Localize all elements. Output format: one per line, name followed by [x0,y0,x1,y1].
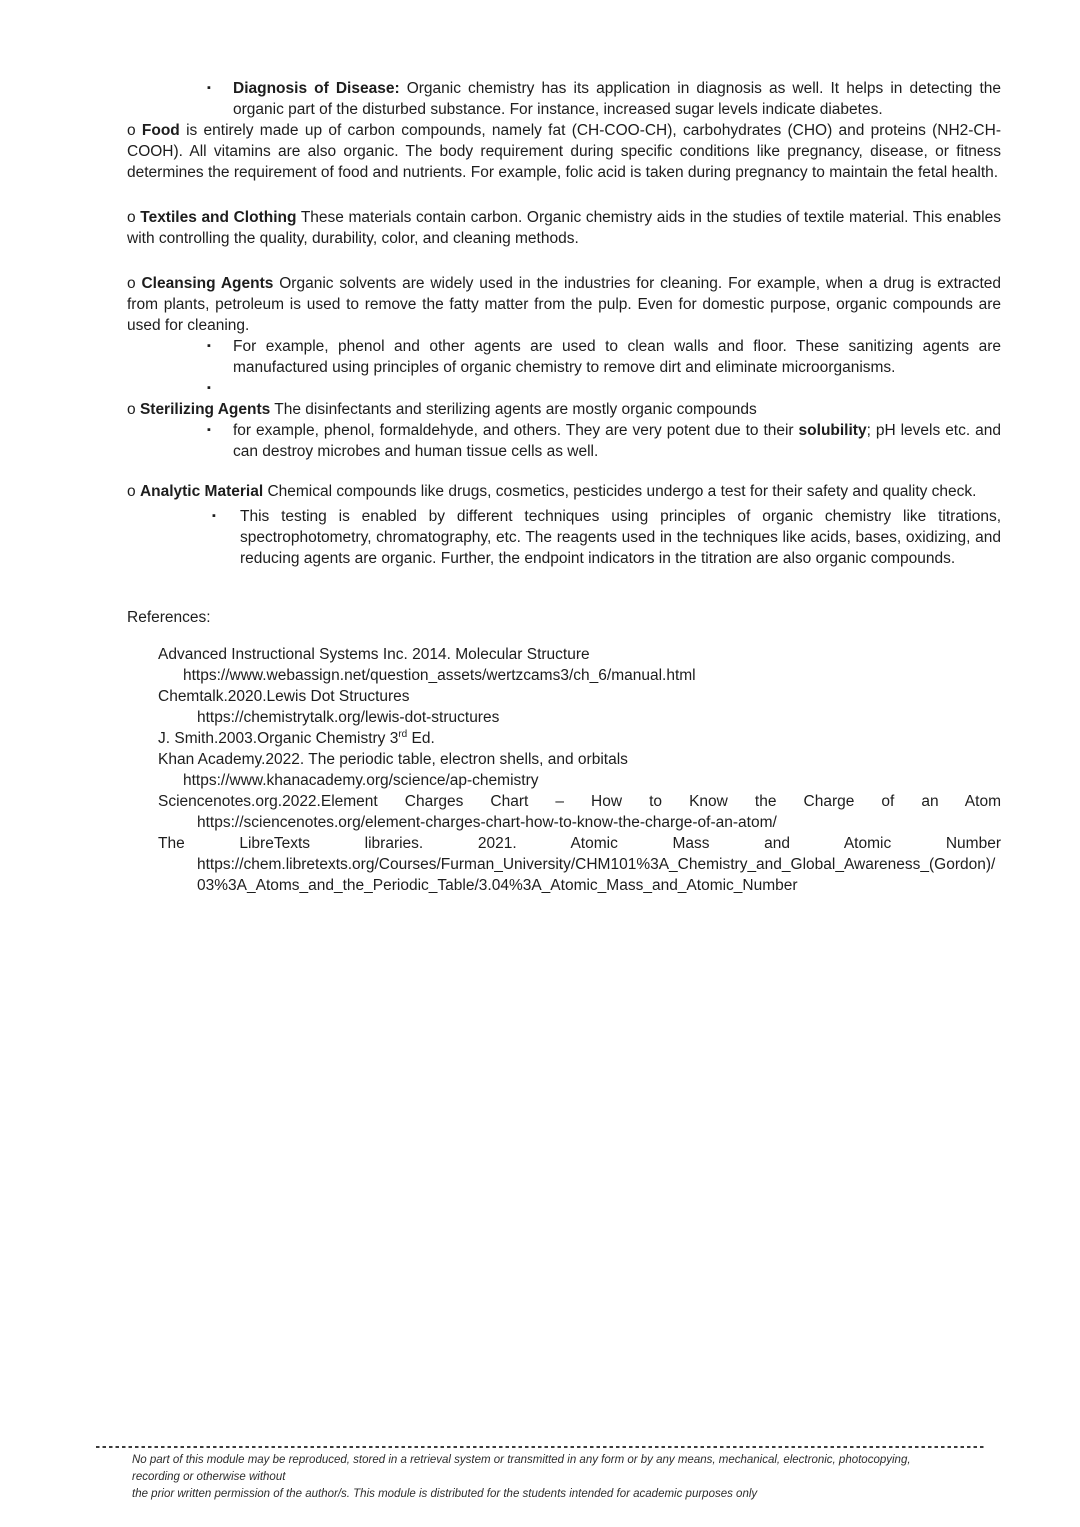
section-food-title: Food [141,122,180,139]
section-sterilizing [127,399,1001,420]
references-list [127,644,1001,896]
sterilizing-sub-bullet [127,420,1001,462]
sterilizing-sub-text-before: for example, phenol, formaldehyde, and others. They are very potent due to their [233,422,799,439]
section-sterilizing-body: The disinfectants and sterilizing agents are mostly organic compounds [274,401,757,418]
sterilizing-sub-text-after: ; pH levels etc. and can destroy microbes and human tissue cells as well. [233,422,1001,460]
section-analytic-body: Chemical compounds like drugs, cosmetics, pesticides undergo a test for their safety and quality check. [267,483,977,500]
page-footer [96,1446,984,1503]
ordinal-superscript: rd [398,728,408,740]
section-food-body: is entirely made up of carbon compounds, namely fat (CH-COO-CH), carbohydrates (CHO) and proteins (NH2-CH-COOH). All vitamins are also organic. The body requirement during specific conditions like pregnancy, disease, or fitness determines the requirement of food and nutrients. For example, folic acid is taken during pregnancy to maintain the fetal health. [127,122,1001,181]
footer-disclaimer-line1: No part of this module may be reproduced, stored in a retrieval system or transmitted in any form or by any means, mechanical, electronic, photocopying, recording or otherwise without [132,1454,911,1483]
section-food [127,120,1001,183]
reference-item: Chemtalk.2020.Lewis Dot Structures [158,688,410,705]
section-diagnosis-text [233,78,1001,120]
section-textiles [127,207,1001,249]
section-textiles-body: These materials contain carbon. Organic chemistry aids in the studies of textile material. This enables with controlling the quality, durability, color, and cleaning methods. [127,209,1001,247]
cleansing-sub-bullet-text: For example, phenol and other agents are used to clean walls and floor. These sanitizing agents are manufactured using principles of organic chemistry to remove dirt and eliminate microorganisms. [233,338,1001,376]
sterilizing-sub-bold-word: solubility [798,422,867,439]
reference-url: https://sciencenotes.org/element-charges-chart-how-to-know-the-charge-of-an-atom/ [197,814,777,831]
section-analytic [127,481,1001,502]
analytic-sub-bullet [127,506,1001,569]
footer-disclaimer [132,1452,956,1503]
section-cleansing-title: Cleansing Agents [141,275,274,292]
reference-url: https://www.webassign.net/question_assets/wertzcams3/ch_6/manual.html [183,667,696,684]
reference-text: J. Smith.2003.Organic Chemistry 3 [158,730,399,747]
page-content [127,78,1001,896]
reference-item [127,728,1001,749]
section-cleansing-body: Organic solvents are widely used in the industries for cleaning. For example, when a drug is extracted from plants, petroleum is used to remove the fatty matter from the pulp. Even for domestic purpose, organic compounds are used for cleaning. [127,275,1001,334]
section-diagnosis-body: Organic chemistry has its application in diagnosis as well. It helps in detecting the organic part of the disturbed substance. For instance, increased sugar levels indicate diabetes. [233,80,1001,118]
reference-item: Sciencenotes.org.2022.Element Charges Chart – How to Know the Charge of an Atom [158,793,1001,810]
square-bullet-icon: ▪ [207,424,211,436]
o-list-marker: o [127,209,136,226]
section-sterilizing-title: Sterilizing Agents [139,401,271,418]
square-bullet-icon: ▪ [207,82,211,94]
o-list-marker: o [127,122,136,139]
references-section [127,607,1001,896]
reference-url: https://chemistrytalk.org/lewis-dot-structures [197,709,500,726]
section-diagnosis [127,78,1001,120]
references-heading: References: [127,609,211,626]
cleansing-sub-bullet [127,336,1001,378]
square-bullet-icon: ▪ [207,340,211,352]
empty-bullet-text [233,378,1001,399]
section-diagnosis-title: Diagnosis of Disease: [233,80,400,97]
reference-text: Ed. [407,730,435,747]
reference-item: Khan Academy.2022. The periodic table, electron shells, and orbitals [158,751,628,768]
o-list-marker: o [127,401,136,418]
analytic-sub-bullet-text: This testing is enabled by different techniques using principles of organic chemistry like titrations, spectrophotometry, chromatography, etc. The reagents used in the techniques like acids, bases, oxidizing, and reducing agents are organic. Further, the endpoint indicators in the titration are also organic compounds. [240,508,1001,567]
reference-item: The LibreTexts libraries. 2021. Atomic Mass and Atomic Number [158,835,1001,852]
section-textiles-title: Textiles and Clothing [140,209,297,226]
section-analytic-title: Analytic Material [139,483,264,500]
reference-item: Advanced Instructional Systems Inc. 2014. Molecular Structure [158,646,590,663]
o-list-marker: o [127,483,136,500]
o-list-marker: o [127,275,136,292]
empty-bullet [127,378,1001,399]
section-cleansing [127,273,1001,336]
footer-disclaimer-line2: the prior written permission of the author/s. This module is distributed for the students intended for academic purposes only [132,1488,758,1500]
reference-url: https://chem.libretexts.org/Courses/Furman_University/CHM101%3A_Chemistry_and_Global_Awareness_(Gordon)/03%3A_Atoms_and_the_Periodic_Table/3.04%3A_Atomic_Mass_and_Atomic_Number [197,856,996,894]
square-bullet-icon: ▪ [212,510,216,522]
square-bullet-icon: ▪ [207,382,211,394]
footer-divider [96,1446,984,1448]
sterilizing-sub-bullet-text [233,420,1001,462]
reference-url: https://www.khanacademy.org/science/ap-chemistry [183,772,539,789]
